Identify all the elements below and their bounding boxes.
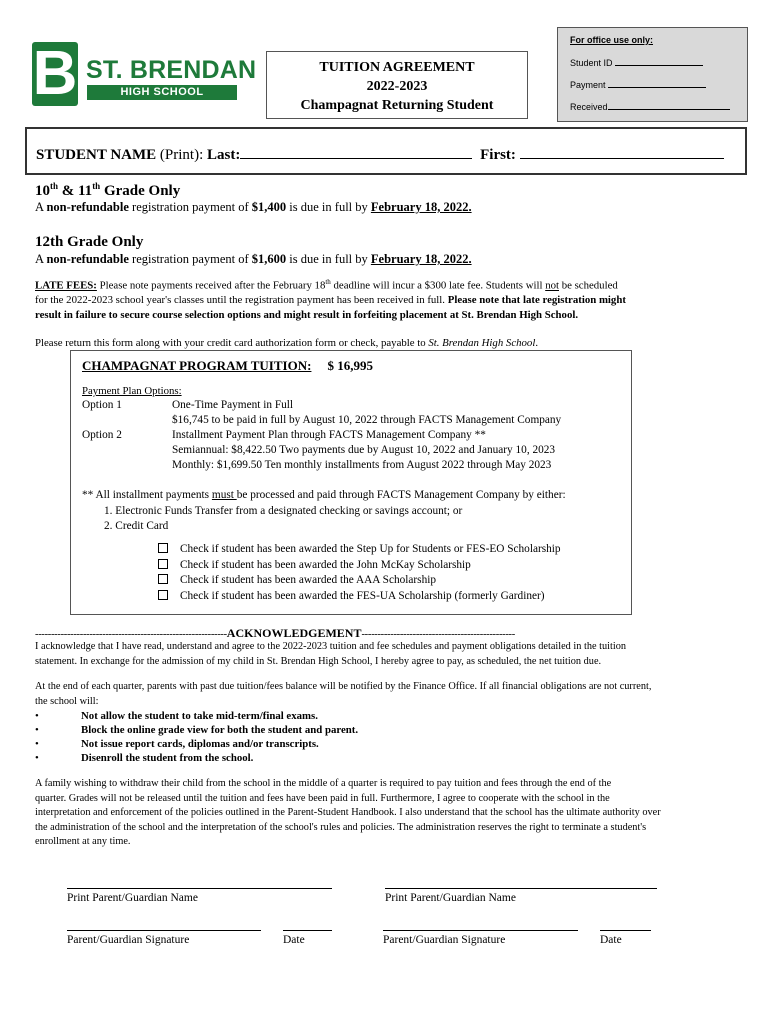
office-use-box (557, 27, 748, 122)
checkbox-icon[interactable] (158, 559, 168, 569)
print-name-field-1[interactable]: Print Parent/Guardian Name (67, 888, 332, 904)
acknowledgement-paragraph-1: I acknowledge that I have read, understand and agree to the 2022-2023 tuition and fee schedules and payment obligations detailed in the tuition statement. In exchange for the admission of my child in St. Brendan High School, I hereby agree to pay, as scheduled, the net tuition due. (35, 641, 627, 667)
title-line-3: Champagnat Returning Student (300, 98, 494, 113)
checkbox-icon[interactable] (158, 574, 168, 584)
scholarship-check-2[interactable]: Check if student has been awarded the John McKay Scholarship (158, 558, 561, 574)
checkbox-icon[interactable] (158, 590, 168, 600)
scholarship-checklist (158, 542, 561, 604)
acknowledgement-divider: ------------------------------------------------------------ACKNOWLEDGEMENT------------------------------------------------ (35, 626, 515, 640)
signature-field-1[interactable]: Parent/Guardian Signature (67, 930, 261, 946)
last-name-field[interactable] (240, 144, 472, 159)
acknowledgement-paragraph-3: A family wishing to withdraw their child from the school in the middle of a quarter is required to pay tuition and fees through the end of the quarter. Grades will not be released until the tuition and fees have been paid in full. Furthermore, I agree to cooperate with the school in the interpretation and enforcement of the policies outlined in the Parent-Student Handbook. I also understand that the school has the ultimate authority over the administration of the school and the interpretation of the school's rules and policies. The administration reserves the right to terminate a student's enrollment at any time. (35, 778, 661, 847)
office-heading: For office use only: (570, 35, 654, 45)
logo-letter: B (32, 39, 78, 108)
first-name-field[interactable] (520, 144, 724, 159)
acknowledgement-paragraph-2: At the end of each quarter, parents with past due tuition/fees balance will be notified by the Finance Office. If all financial obligations are not current, the school will: (35, 681, 652, 707)
title-box (266, 51, 528, 119)
scholarship-check-1[interactable]: Check if student has been awarded the Step Up for Students or FES-EO Scholarship (158, 542, 561, 558)
signature-field-2[interactable]: Parent/Guardian Signature (383, 930, 578, 946)
grade-10-11-text: A non-refundable registration payment of $1,400 is due in full by February 18, 2022. (35, 200, 472, 214)
list-item: • Not allow the student to take mid-term/final exams. (35, 710, 318, 722)
list-item: • Not issue report cards, diplomas and/or transcripts. (35, 738, 319, 750)
student-name-print: (Print): (159, 147, 204, 163)
logo-subtitle: HIGH SCHOOL (87, 85, 237, 100)
consequences-list (35, 709, 358, 765)
payment-options: Option 1 One-Time Payment in Full $16,745 to be paid in full by August 10, 2022 through FACTS Management Company Option 2 Installment Payment Plan through FACTS Management Company ** Semiannual: $8,422.50 Two payments due by August 10, 2022 and January 10, 2023 Monthly: $1,699.50 Ten monthly installments from August 2022 through May 2023 (82, 399, 562, 471)
grade-12-text: A non-refundable registration payment of $1,600 is due in full by February 18, 2022. (35, 252, 472, 266)
date-field-1[interactable]: Date (283, 930, 332, 946)
return-note: Please return this form along with your credit card authorization form or check, payable to St. Brendan High School. (35, 337, 539, 349)
grade-12-heading: 12th Grade Only (35, 234, 144, 250)
title-line-2: 2022-2023 (366, 79, 428, 94)
grade-10-11-heading: 10th & 11th Grade Only (35, 181, 181, 199)
installment-note: ** All installment payments must be processed and paid through FACTS Management Company by either: 1. Electronic Funds Transfer from a designated checking or savings account; or 2. Credit Card (82, 489, 566, 532)
school-logo (32, 39, 257, 108)
title-line-1: TUITION AGREEMENT (319, 60, 475, 75)
student-name-label: STUDENT NAME (36, 147, 157, 163)
student-name-box (25, 127, 747, 175)
checkbox-icon[interactable] (158, 543, 168, 553)
last-name-label: Last: (207, 147, 241, 163)
payment-plan: Payment Plan Options: (82, 385, 182, 397)
program-tuition: CHAMPAGNAT PROGRAM TUITION: $ 16,995 (82, 358, 373, 373)
scholarship-check-4[interactable]: Check if student has been awarded the FES-UA Scholarship (formerly Gardiner) (158, 589, 561, 605)
office-received: Received (570, 101, 730, 112)
list-item: • Block the online grade view for both the student and parent. (35, 724, 359, 736)
first-name-label: First: (480, 147, 516, 163)
office-student-id: Student ID (570, 57, 703, 68)
print-name-field-2[interactable]: Print Parent/Guardian Name (385, 888, 657, 904)
office-payment: Payment (570, 79, 706, 90)
late-fees-paragraph: LATE FEES: Please note payments received after the February 18th deadline will incur a $300 late fee. Students will not be scheduled for the 2022-2023 school year's classes until the registration payment has been received in full. Please note that late registration might result in failure to secure course selection options and might result in forfeiting placement at St. Brendan High School. (35, 278, 626, 321)
logo-school-name: ST. BRENDAN (86, 56, 257, 84)
scholarship-check-3[interactable]: Check if student has been awarded the AAA Scholarship (158, 573, 561, 589)
list-item: • Disenroll the student from the school. (35, 752, 254, 764)
date-field-2[interactable]: Date (600, 930, 651, 946)
